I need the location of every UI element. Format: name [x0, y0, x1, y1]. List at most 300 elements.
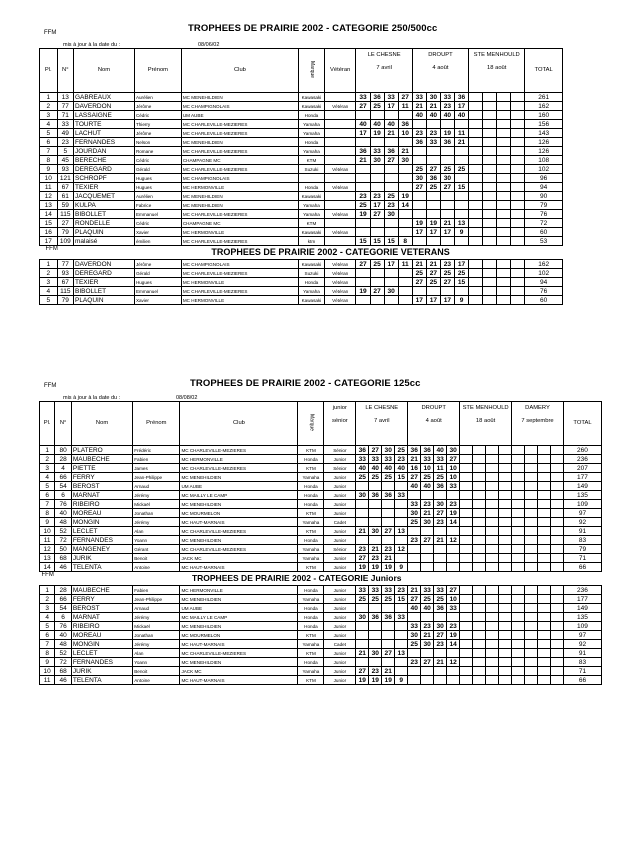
score-cell: 40	[382, 464, 395, 473]
score-cell: 33	[412, 93, 426, 102]
rider-name: FERNANDES	[73, 138, 134, 147]
score-cell: 25	[440, 165, 454, 174]
score-cell	[511, 129, 525, 138]
table-row	[40, 622, 602, 631]
score-cell	[369, 500, 382, 509]
total-points: 71	[563, 667, 601, 676]
score-cell: 36	[369, 613, 382, 622]
score-cell: 23	[370, 192, 384, 201]
bib-number: 28	[55, 455, 72, 464]
score-cell	[382, 640, 395, 649]
score-cell: 17	[454, 102, 468, 111]
score-cell	[398, 138, 412, 147]
score-cell: 30	[408, 631, 421, 640]
score-cell	[486, 631, 499, 640]
category: Cadet	[324, 518, 356, 527]
rank: 6	[40, 491, 55, 500]
score-cell	[512, 536, 525, 545]
score-cell	[473, 527, 486, 536]
score-cell	[473, 491, 486, 500]
bib-number: 66	[55, 473, 72, 482]
score-cell: 27	[356, 102, 370, 111]
total-points: 97	[563, 631, 601, 640]
score-cell	[473, 631, 486, 640]
veteran-flag: Vétéran	[324, 228, 356, 237]
rider-firstname: Jérôme	[134, 102, 181, 111]
score-cell	[473, 545, 486, 554]
table-row	[40, 183, 563, 192]
table-row	[40, 237, 563, 246]
score-cell	[434, 545, 447, 554]
brand: Kawasaki	[299, 93, 325, 102]
rank: 2	[40, 455, 55, 464]
score-cell	[469, 111, 483, 120]
score-cell	[511, 260, 525, 269]
rank: 5	[40, 296, 58, 305]
score-cell: 25	[395, 446, 408, 455]
update-label-125: mis à jour à la date du :	[63, 395, 121, 401]
score-cell	[460, 509, 473, 518]
score-cell	[512, 613, 525, 622]
score-cell	[398, 228, 412, 237]
category: Junior	[324, 554, 356, 563]
rider-firstname: Jonathan	[133, 509, 180, 518]
rider-firstname: Cédric	[134, 111, 181, 120]
rank: 15	[40, 219, 58, 228]
rider-firstname: Frédéric	[133, 446, 180, 455]
rank: 9	[40, 165, 58, 174]
table-row	[40, 509, 602, 518]
score-cell	[486, 640, 499, 649]
rider-firstname: Cédric	[134, 156, 181, 165]
score-cell: 15	[384, 237, 398, 246]
score-cell	[486, 676, 499, 685]
score-cell: 12	[447, 658, 460, 667]
score-cell: 33	[440, 93, 454, 102]
score-cell: 10	[447, 464, 460, 473]
total-points: 83	[563, 658, 601, 667]
bib-number: 68	[55, 554, 72, 563]
score-cell: 25	[454, 165, 468, 174]
score-cell: 25	[369, 473, 382, 482]
brand: KTM	[298, 563, 324, 572]
score-cell	[497, 147, 511, 156]
table-row	[40, 120, 563, 129]
score-cell	[512, 586, 525, 595]
rank: 2	[40, 595, 55, 604]
score-cell	[486, 563, 499, 572]
rider-name: DAVERDON	[73, 102, 134, 111]
score-cell	[469, 147, 483, 156]
score-cell	[356, 604, 369, 613]
score-cell: 23	[434, 640, 447, 649]
score-cell	[473, 554, 486, 563]
score-cell: 16	[408, 464, 421, 473]
score-cell: 21	[356, 649, 369, 658]
table-row	[40, 563, 602, 572]
score-cell	[473, 667, 486, 676]
bib-number: 52	[55, 527, 72, 536]
bib-number: 28	[55, 586, 72, 595]
score-cell: 23	[356, 545, 369, 554]
bib-number: 77	[57, 260, 73, 269]
score-cell	[525, 613, 538, 622]
page-title-125: TROPHEES DE PRAIRIE 2002 - CATEGORIE 125cc	[190, 378, 421, 389]
score-cell	[511, 102, 525, 111]
score-cell	[511, 165, 525, 174]
score-cell	[550, 622, 563, 631]
veteran-flag	[324, 111, 356, 120]
category: Junior	[324, 604, 356, 613]
score-cell: 15	[395, 595, 408, 604]
score-cell: 25	[382, 473, 395, 482]
col-header-total: TOTAL	[525, 49, 563, 93]
score-cell	[469, 201, 483, 210]
results-table-125	[39, 401, 602, 685]
score-cell	[511, 210, 525, 219]
brand: KTM	[298, 527, 324, 536]
score-cell: 14	[398, 201, 412, 210]
rank: 4	[40, 120, 58, 129]
brand: Honda	[298, 586, 324, 595]
brand: Suzuki	[299, 269, 325, 278]
score-cell	[550, 631, 563, 640]
bib-number: 6	[55, 613, 72, 622]
category: Junior	[324, 667, 356, 676]
event-name: DROUPT	[428, 52, 453, 58]
score-cell	[398, 111, 412, 120]
score-cell	[483, 120, 497, 129]
rider-name: RIBEIRO	[71, 500, 132, 509]
score-cell	[511, 228, 525, 237]
score-cell	[460, 658, 473, 667]
score-cell: 23	[395, 586, 408, 595]
rider-firstname: Arnaud	[133, 482, 180, 491]
table-row	[40, 455, 602, 464]
rank: 2	[40, 102, 58, 111]
rider-name: MANGENEY	[71, 545, 132, 554]
score-cell: 13	[395, 527, 408, 536]
score-cell	[486, 491, 499, 500]
jun-ffm-label: FFM	[40, 572, 180, 586]
brand: Honda	[299, 278, 325, 287]
score-cell: 33	[395, 613, 408, 622]
score-cell	[473, 563, 486, 572]
score-cell: 27	[408, 473, 421, 482]
rider-firstname: Gérant	[133, 545, 180, 554]
rider-firstname: Hugues	[134, 183, 181, 192]
score-cell	[512, 563, 525, 572]
score-cell: 30	[384, 210, 398, 219]
score-cell	[486, 500, 499, 509]
club: MC CHARLEVILLE-MEZIERES	[181, 287, 298, 296]
score-cell: 14	[447, 640, 460, 649]
score-cell: 12	[447, 536, 460, 545]
score-cell	[486, 622, 499, 631]
brand: Kawasaki	[299, 192, 325, 201]
score-cell: 33	[434, 586, 447, 595]
score-cell: 36	[384, 147, 398, 156]
score-cell	[499, 518, 512, 527]
table-row	[40, 165, 563, 174]
total-points: 260	[563, 446, 601, 455]
score-cell	[382, 509, 395, 518]
score-cell	[486, 613, 499, 622]
score-cell	[434, 527, 447, 536]
score-cell	[370, 138, 384, 147]
score-cell: 25	[434, 595, 447, 604]
col-header-club: Club	[181, 49, 298, 93]
score-cell: 14	[447, 518, 460, 527]
club: UM AUBE	[180, 482, 298, 491]
score-cell	[497, 111, 511, 120]
bib-number: 67	[57, 278, 73, 287]
rider-firstname: Hugues	[134, 278, 181, 287]
score-cell	[483, 93, 497, 102]
club: MC HERMONVILLE	[181, 183, 298, 192]
score-cell	[426, 287, 440, 296]
rank: 7	[40, 640, 55, 649]
score-cell	[537, 473, 550, 482]
score-cell	[497, 201, 511, 210]
score-cell: 33	[369, 455, 382, 464]
score-cell	[537, 563, 550, 572]
score-cell	[550, 482, 563, 491]
score-cell: 19	[447, 631, 460, 640]
score-cell	[447, 563, 460, 572]
score-cell	[460, 586, 473, 595]
rider-firstname: Jérémy	[133, 518, 180, 527]
score-cell	[469, 219, 483, 228]
score-cell	[469, 138, 483, 147]
category: Sénior	[324, 545, 356, 554]
score-cell: 17	[384, 102, 398, 111]
score-cell	[550, 527, 563, 536]
rider-firstname: Jérémy	[133, 613, 180, 622]
score-cell	[384, 278, 398, 287]
event-name: DROUPT	[421, 405, 446, 411]
score-cell	[525, 536, 538, 545]
score-cell	[434, 649, 447, 658]
table-row	[40, 545, 602, 554]
score-cell	[460, 622, 473, 631]
score-cell	[499, 613, 512, 622]
score-cell	[440, 210, 454, 219]
update-label: mis à jour à la date du :	[63, 42, 121, 48]
brand: Yamaha	[299, 210, 325, 219]
score-cell	[512, 455, 525, 464]
score-cell	[369, 518, 382, 527]
score-cell	[512, 446, 525, 455]
rank: 3	[40, 464, 55, 473]
veteran-flag: Vétéran	[324, 183, 356, 192]
brand: KTM	[298, 446, 324, 455]
score-cell: 40	[370, 120, 384, 129]
score-cell	[356, 228, 370, 237]
score-cell	[469, 210, 483, 219]
table-row	[40, 667, 602, 676]
bib-number: 115	[57, 210, 73, 219]
rank: 1	[40, 586, 55, 595]
club: MC CHARLEVILLE-MEZIERES	[180, 649, 298, 658]
score-cell: 40	[412, 111, 426, 120]
score-cell	[356, 278, 370, 287]
col-header-marque	[298, 402, 324, 446]
score-cell: 33	[382, 455, 395, 464]
score-cell	[426, 120, 440, 129]
vet-title: TROPHEES DE PRAIRIE 2002 - CATEGORIE VETERANS	[181, 246, 562, 260]
score-cell	[525, 473, 538, 482]
club: MC HAUT-MARNAIS	[180, 518, 298, 527]
event-date: 18 août	[475, 418, 496, 424]
brand: Yamaha	[299, 201, 325, 210]
score-cell: 21	[384, 129, 398, 138]
club: MC CHARLEVILLE-MEZIERES	[180, 464, 298, 473]
score-cell: 30	[434, 622, 447, 631]
score-cell	[469, 129, 483, 138]
total-points: 97	[563, 509, 601, 518]
brand: Honda	[298, 613, 324, 622]
score-cell	[497, 93, 511, 102]
score-cell	[395, 667, 408, 676]
score-cell	[454, 174, 468, 183]
table-row	[40, 676, 602, 685]
score-cell	[395, 554, 408, 563]
score-cell	[550, 586, 563, 595]
score-cell: 25	[356, 201, 370, 210]
score-cell	[497, 228, 511, 237]
score-cell	[356, 631, 369, 640]
score-cell	[525, 649, 538, 658]
total-points: 156	[525, 120, 563, 129]
bib-number: 54	[55, 482, 72, 491]
score-cell: 21	[398, 147, 412, 156]
total-points: 79	[525, 201, 563, 210]
score-cell	[434, 613, 447, 622]
score-cell: 25	[440, 269, 454, 278]
score-cell	[421, 491, 434, 500]
score-cell	[473, 658, 486, 667]
table-row	[40, 201, 563, 210]
score-cell	[537, 500, 550, 509]
score-cell: 19	[369, 563, 382, 572]
score-cell: 23	[421, 500, 434, 509]
total-points: 83	[563, 536, 601, 545]
score-cell	[537, 667, 550, 676]
score-cell	[460, 473, 473, 482]
score-cell	[426, 147, 440, 156]
score-cell	[483, 138, 497, 147]
score-cell	[499, 455, 512, 464]
score-cell: 9	[454, 228, 468, 237]
brand: Suzuki	[299, 165, 325, 174]
brand: KTM	[298, 631, 324, 640]
brand: Honda	[298, 536, 324, 545]
score-cell	[384, 183, 398, 192]
bib-number: 45	[57, 156, 73, 165]
score-cell	[473, 640, 486, 649]
rank: 16	[40, 228, 58, 237]
score-cell: 15	[395, 473, 408, 482]
score-cell	[512, 604, 525, 613]
table-row	[40, 269, 563, 278]
score-cell	[499, 640, 512, 649]
rank: 7	[40, 500, 55, 509]
score-cell	[469, 260, 483, 269]
brand: KTM	[298, 509, 324, 518]
score-cell	[499, 658, 512, 667]
score-cell	[550, 473, 563, 482]
category: Junior	[324, 482, 356, 491]
score-cell	[356, 658, 369, 667]
total-points: 102	[525, 269, 563, 278]
bib-number: 50	[55, 545, 72, 554]
score-cell	[460, 545, 473, 554]
score-cell	[483, 210, 497, 219]
col-header-category	[324, 402, 356, 446]
score-cell	[511, 183, 525, 192]
total-points: 261	[525, 93, 563, 102]
bib-number: 76	[55, 500, 72, 509]
score-cell	[426, 201, 440, 210]
table-row	[40, 446, 602, 455]
score-cell	[483, 156, 497, 165]
rank: 8	[40, 649, 55, 658]
score-cell	[395, 604, 408, 613]
rider-name: BERECHE	[73, 156, 134, 165]
score-cell: 23	[369, 554, 382, 563]
score-cell	[460, 536, 473, 545]
score-cell: 27	[408, 595, 421, 604]
score-cell	[483, 183, 497, 192]
score-cell	[356, 138, 370, 147]
brand: KTM	[298, 649, 324, 658]
event-name: STE MENHOULD	[473, 52, 520, 58]
bib-number: 72	[55, 536, 72, 545]
total-points: 96	[525, 174, 563, 183]
table-row	[40, 491, 602, 500]
event-header-1	[356, 49, 412, 93]
rider-name: SCHROPF	[73, 174, 134, 183]
score-cell	[398, 296, 412, 305]
score-cell: 11	[398, 102, 412, 111]
score-cell: 33	[369, 586, 382, 595]
score-cell	[382, 500, 395, 509]
rider-firstname: Jérôme	[134, 129, 181, 138]
table-row	[40, 192, 563, 201]
score-cell	[550, 464, 563, 473]
score-cell	[512, 509, 525, 518]
rider-name: JURIK	[71, 667, 132, 676]
rider-name: LECLET	[71, 527, 132, 536]
score-cell	[537, 640, 550, 649]
score-cell	[460, 649, 473, 658]
score-cell	[395, 500, 408, 509]
score-cell	[537, 491, 550, 500]
score-cell	[421, 649, 434, 658]
score-cell	[483, 237, 497, 246]
score-cell	[486, 649, 499, 658]
rider-name: JACQUEMET	[73, 192, 134, 201]
rider-name: BIBOLLET	[73, 210, 134, 219]
score-cell: 10	[421, 464, 434, 473]
score-cell	[454, 147, 468, 156]
senior-label: sénior	[331, 418, 348, 424]
total-points: 60	[525, 228, 563, 237]
score-cell	[369, 482, 382, 491]
veteran-flag: Vétéran	[324, 165, 356, 174]
rider-name: LASSAIGNE	[73, 111, 134, 120]
